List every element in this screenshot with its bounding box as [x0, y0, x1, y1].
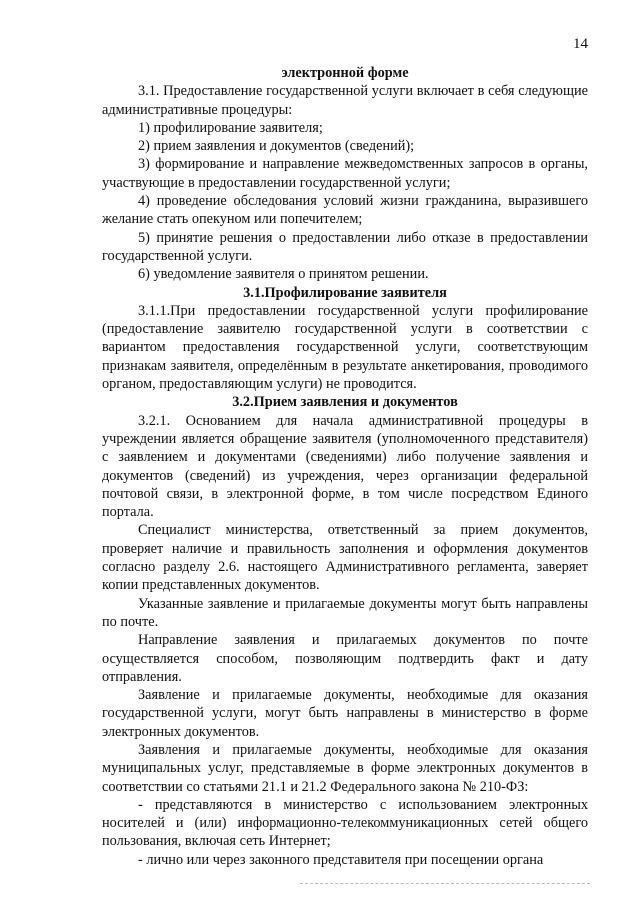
paragraph-3-1-1: 3.1.1.При предоставлении государственной услуги профилирование (предоставление заявителю государственной услуги в соответствии с вариантом предоставления государственной услуги, соответствующим признакам заявителя, определённым в результате анкетирования, проводимого органом, предоставляющим услуги) не проводится. — [102, 302, 588, 393]
procedure-item: 1) профилирование заявителя; — [138, 119, 323, 136]
procedure-item: 5) принятие решения о предоставлении либо отказе в предоставлении государственной услуги. — [102, 229, 588, 264]
procedure-item: 6) уведомление заявителя о принятом решении. — [138, 266, 429, 283]
paragraph-municipal: Заявления и прилагаемые документы, необходимые для оказания муниципальных услуг, представляемые в форме электронных документов в соответствии со статьями 21.1 и 21.2 Федерального закона № 210-ФЗ: — [102, 741, 588, 795]
paragraph-electronic: Заявление и прилагаемые документы, необходимые для оказания государственной услуги, могут быть направлены в министерство в форме электронных документов. — [102, 687, 588, 740]
bullet-item: - лично или через законного представителя при посещении органа — [138, 851, 544, 868]
bottom-divider — [300, 883, 590, 884]
heading-reception: 3.2.Прием заявления и документов — [232, 394, 458, 411]
procedure-item: 3) формирование и направление межведомственных запросов в органы, участвующие в предоставлении государственной услуги; — [102, 156, 588, 191]
section-3-1-intro: 3.1. Предоставление государственной услуги включает в себя следующие административные процедуры: — [102, 83, 588, 118]
heading-continuation: электронной форме — [281, 65, 409, 81]
procedure-item: 2) прием заявления и документов (сведений); — [138, 138, 415, 155]
heading-profiling: 3.1.Профилирование заявителя — [243, 284, 447, 301]
paragraph-mail-method: Направление заявления и прилагаемых документов по почте осуществляется способом, позволяющим подтвердить факт и дату отправления. — [102, 632, 588, 685]
page-number: 14 — [573, 36, 588, 52]
paragraph-mail: Указанные заявление и прилагаемые документы могут быть направлены по почте. — [102, 595, 588, 630]
paragraph-3-2-1: 3.2.1. Основанием для начала административной процедуры в учреждении является обращение заявителя (уполномоченного представителя) с заявлением и документами (сведениями) либо получение заявления и документов (сведений) из учреждения, через организации федеральной почтовой связи, в электронной форме, в том числе посредством Единого портала. — [102, 412, 588, 521]
bullet-item: - представляются в министерство с использованием электронных носителей и (или) информационно-телекоммуникационных сетей общего пользования, включая сеть Интернет; — [102, 796, 588, 850]
procedure-item: 4) проведение обследования условий жизни гражданина, выразившего желание стать опекуном или попечителем; — [102, 193, 588, 228]
paragraph-specialist: Специалист министерства, ответственный за прием документов, проверяет наличие и правильность заполнения и оформления документов согласно разделу 2.6. настоящего Административного регламента, заверяет копии представленных документов. — [102, 522, 588, 594]
document-body — [102, 64, 588, 869]
